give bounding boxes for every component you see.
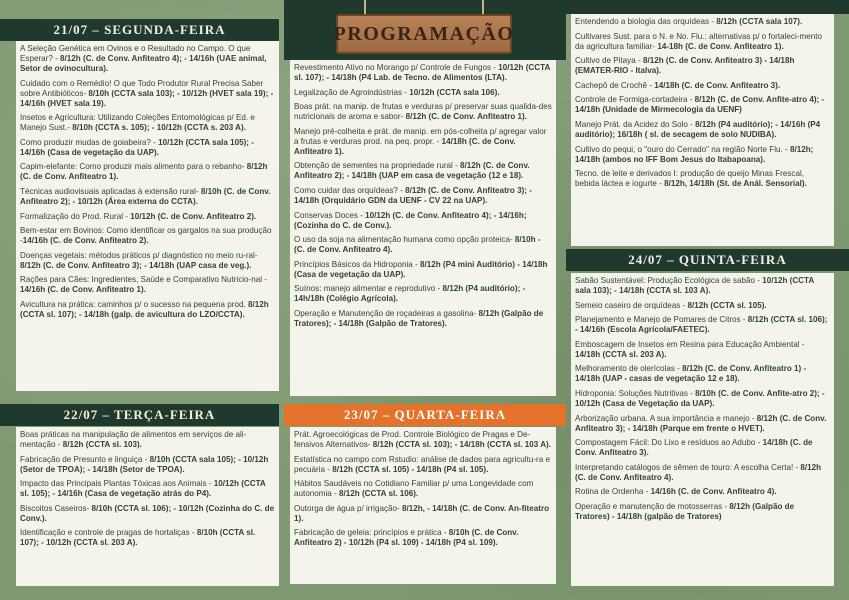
- course-schedule: 14/18h (C. de Conv. Anfiteatro 3).: [654, 80, 781, 90]
- schedule-item: [294, 161, 552, 181]
- course-schedule: 8/12h (CCTA sl. 103); - 14/18h (CCTA sl. 103 A).: [372, 440, 551, 449]
- course-schedule: 14/18h (C. de Conv. Anfiteatro 1).: [294, 136, 516, 156]
- course-title: Interpretando catálogos de sêmen de touro: A escolha Certa! -: [575, 462, 801, 472]
- course-schedule: 8/12h (C. de Conv. Anfiteatro 3); - 14/18h (Orquidário GDN da UENF - CV 22 na UAP).: [294, 185, 532, 205]
- course-schedule: 8/12h (C. de Conv. Anfite-atro 4); - 14/18h (Unidade de Mirmecologia da UENF): [575, 95, 825, 115]
- course-schedule: 8/12h (CCTA sala 107).: [716, 17, 803, 26]
- schedule-item: [294, 430, 552, 450]
- course-schedule: 8/10h (CCTA s. 105); - 10/12h (CCTA s. 203 A).: [72, 123, 246, 133]
- schedule-item: [575, 169, 830, 189]
- course-schedule: 8/12h (CCTA sl. 103).: [62, 440, 142, 449]
- schedule-item: [294, 63, 552, 83]
- schedule-item: [575, 276, 830, 296]
- schedule-item: [294, 504, 552, 524]
- course-schedule: 8/12h (C. de Conv. Anfiteatro 1) - 14/18h (UAP - casas de vegetação 12 e 18).: [575, 364, 807, 384]
- course-schedule: 8/12h (CCTA sl. 106); - 14/16h (Escola Agrícola/FAETEC).: [575, 315, 828, 335]
- course-title: Biscoitos Caseiros-: [20, 503, 92, 513]
- course-schedule: 8/12h (C. de Conv. Anfiteatro 1).: [20, 162, 268, 182]
- schedule-item: [20, 430, 275, 450]
- schedule-item: [20, 275, 275, 295]
- course-schedule: 8/12h (C. de Conv. Anfiteatro 2); - 14/18h (UAP em casa de vegetação (12 e 18).: [294, 161, 530, 181]
- course-schedule: 10/12h (C. de Conv. Anfiteatro 4); - 14/16h; (Cozinha do C. de Conv.).: [294, 210, 527, 230]
- schedule-item: [20, 455, 275, 475]
- course-schedule: 10/12h (CCTA sala 105); - 14/16h (Casa de vegetação da UAP).: [20, 137, 254, 157]
- course-schedule: 8/12h (C. de Conv. Anfiteatro 4); - 14/16h (UAE animal, Setor de ovinocultura).: [20, 54, 267, 73]
- course-schedule: 8/10h (C. de Conv. Anfite-atro 2); - 10/12h (Casa de Vegetação da UAP).: [575, 388, 825, 408]
- course-title: Avicultura na prática: caminhos p/ o sucesso na pequena prod.: [20, 299, 248, 309]
- course-schedule: 8/12h, 14/18h (St. de Anál. Sensorial).: [664, 179, 807, 189]
- schedule-item: [294, 260, 552, 280]
- course-schedule: 8/10h (CCTA sala 103); - 10/12h (HVET sala 19); - 14/16h (HVET sala 19).: [20, 88, 274, 108]
- course-title: Cultivo do pequi, o "ouro do Cerrado" na região Norte Flu. -: [575, 144, 790, 154]
- schedule-item: [20, 251, 275, 271]
- course-title: Emboscagem de Insetos em Resina para Educação Ambiental -: [575, 339, 805, 349]
- course-title: Controle de Formiga-cortadeira -: [575, 95, 695, 105]
- course-title: Fabricação de Presunto e linguiça -: [20, 454, 150, 464]
- course-schedule: 8/12h (Galpão de Tratores) - 14/18h (galpão de Tratores): [575, 501, 795, 521]
- schedule-item: [20, 528, 275, 548]
- course-schedule: 8/12h (C. de Conv. Anfiteatro 3) - 14/18h (EMATER-RIO - Italva).: [575, 56, 795, 76]
- course-schedule: 8/12h, - 14/18h (C. de Conv. An-fiteatro 1).: [294, 503, 550, 523]
- course-schedule: 8/12h (P4 auditório); - 14h/18h (Colégio Agrícola).: [294, 284, 526, 304]
- course-schedule: 8/12h (CCTA sl. 105).: [687, 300, 767, 310]
- schedule-item: [20, 138, 275, 158]
- schedule-item: [575, 145, 830, 165]
- schedule-item: [20, 162, 275, 182]
- course-schedule: 8/10h (C. de Conv. Anfiteatro 2); - 10/12h (Área externa do CCTA).: [20, 186, 271, 206]
- column-terca: [16, 427, 279, 586]
- course-title: Como produzir mudas de goiabeira? -: [20, 137, 159, 147]
- day-header-terca: 22/07 – TERÇA-FEIRA: [0, 404, 279, 426]
- course-title: Obtenção de sementes na propriedade rural -: [294, 161, 461, 171]
- course-title: Insetos e Agricultura: Utilizando Coleções Entomológicas p/ Ed. e Manejo Sust.-: [20, 113, 255, 133]
- course-title: Formalização do Prod. Rural -: [20, 211, 131, 221]
- course-title: Técnicas audiovisuais aplicadas à extensão rural-: [20, 186, 201, 196]
- column-quarta: [290, 427, 556, 584]
- course-title: Boas práticas na manipulação de alimentos em serviços de ali-mentação -: [20, 430, 247, 449]
- course-schedule: 10/12h (CCTA sala 106).: [409, 87, 500, 97]
- course-schedule: 8/12h (Galpão de Tratores); - 14/18h (Galpão de Tratores).: [294, 308, 544, 328]
- schedule-item: [575, 56, 830, 76]
- schedule-item: [294, 528, 552, 548]
- schedule-item: [294, 235, 552, 255]
- schedule-item: [20, 79, 275, 109]
- schedule-item: [294, 186, 552, 206]
- course-title: Outorga de água p/ irrigação-: [294, 503, 402, 513]
- course-title: Manejo Prát. da Acidez do Solo -: [575, 119, 696, 129]
- day-header-quarta: 23/07 – QUARTA-FEIRA: [284, 404, 566, 426]
- course-title: Revestimento Ativo no Morango p/ Controle de Fungos -: [294, 63, 499, 72]
- course-title: Cultivo de Pitaya -: [575, 56, 643, 66]
- course-title: Hidroponia: Soluções Nutritivas -: [575, 388, 696, 398]
- column-quinta: [571, 273, 834, 586]
- schedule-item: [294, 102, 552, 122]
- schedule-item: [575, 95, 830, 115]
- schedule-item: [575, 438, 830, 458]
- schedule-item: [575, 315, 830, 335]
- schedule-item: [575, 340, 830, 360]
- course-schedule: 14/18h (CCTA sl. 203 A).: [575, 349, 667, 359]
- course-schedule: 14/18h (C. de Conv. Anfiteatro 3).: [575, 438, 813, 458]
- course-title: Rotina de Ordenha -: [575, 487, 651, 497]
- schedule-item: [294, 455, 552, 475]
- column-quarta-continued: [571, 14, 834, 246]
- schedule-item: [575, 32, 830, 52]
- course-title: Cuidado com o Remédio! O que Todo Produtor Rural Precisa Saber sobre Antibióticos-: [20, 78, 264, 98]
- schedule-item: [294, 479, 552, 499]
- course-schedule: 8/10h (C. de Conv. Anfiteatro 2) - 10/12h (P4 sl. 109) - 14/18h (P4 sl. 109).: [294, 528, 519, 548]
- course-schedule: 14/16h (C. de Conv. Anfiteatro 2).: [22, 236, 149, 246]
- schedule-item: [575, 463, 830, 483]
- course-title: Manejo pré-colheita e prát. de manip. em pós-colheita p/ agregar valor a frutas e verduras prod. na peq. propr. -: [294, 126, 547, 146]
- course-title: Prát. Agroecológicas de Prod. Controle Biológico de Pragas e De-fensivos Alternativos-: [294, 430, 531, 449]
- schedule-item: [575, 414, 830, 434]
- course-title: Operação e Manutenção de roçadeiras a gasolina-: [294, 308, 479, 318]
- column-segunda: [16, 41, 279, 391]
- schedule-item: [20, 226, 275, 246]
- course-title: Sabão Sustentável: Produção Ecológica de sabão -: [575, 276, 763, 285]
- course-schedule: 8/12h (C. de Conv. Anfiteatro 4).: [575, 462, 822, 482]
- course-title: Compostagem Fácil: Do Lixo e resíduos ao Adubo -: [575, 438, 763, 448]
- schedule-item: [294, 211, 552, 231]
- course-schedule: 8/12h; 14/18h (ambos no IFF Bom Jesus do Itabapoana).: [575, 144, 814, 164]
- course-title: Capim-elefante: Como produzir mais alimento para o rebanho-: [20, 162, 247, 172]
- course-schedule: 8/12h (P4 auditório); - 14/16h (P4 auditório); 16/18h ( sl. de secagem de solo NUDIBA).: [575, 119, 821, 139]
- course-title: Boas prát. na manip. de frutas e verduras p/ preservar suas qualida-des nutricionais de aroma e sabor-: [294, 102, 552, 122]
- schedule-item: [575, 487, 830, 497]
- course-title: Suínos: manejo alimentar e reprodutivo -: [294, 284, 443, 294]
- course-title: O uso da soja na alimentação humana como opção proteica-: [294, 235, 515, 245]
- schedule-item: [294, 309, 552, 329]
- course-schedule: 10/12h (CCTA sl. 105); - 14/16h (Casa de vegetação atrás do P4).: [20, 479, 266, 499]
- day-header-quinta: 24/07 – QUINTA-FEIRA: [566, 249, 849, 271]
- course-title: Planejamento e Manejo de Pomares de Citros -: [575, 315, 748, 325]
- schedule-item: [575, 364, 830, 384]
- course-title: Hábitos Saudáveis no Cotidiano Familiar p/ uma Longevidade com autonomia -: [294, 479, 534, 499]
- course-title: Princípios Básicos da Hidroponia -: [294, 259, 420, 269]
- course-schedule: 8/12h (C. de Conv. Anfiteatro 3); - 14/18h (UAP casa de veg.).: [20, 260, 252, 270]
- course-schedule: 8/10h (CCTA sl. 107); - 10/12h (CCTA sl. 203 A).: [20, 528, 256, 548]
- course-title: A Seleção Genética em Ovinos e o Resultado no Campo. O que Esperar? -: [20, 44, 251, 63]
- course-schedule: 8/12h (C. de Conv. Anfiteatro 3); - 14/18h (Parque em frente o HVET).: [575, 413, 827, 433]
- schedule-item: [20, 300, 275, 320]
- course-schedule: 8/12h (CCTA sl. 105) - 14/18h (P4 sl. 105).: [332, 464, 489, 474]
- schedule-item: [20, 113, 275, 133]
- course-title: Conservas Doces -: [294, 210, 366, 220]
- course-title: Rações para Cães: Ingredientes, Saúde e Comparativo Nutricio-nal -: [20, 275, 267, 285]
- course-title: Fabricação de geleia: princípios e prática -: [294, 528, 449, 538]
- course-schedule: 14/16h (C. de Conv. Anfiteatro 1).: [20, 285, 146, 295]
- schedule-item: [20, 504, 275, 524]
- course-schedule: 10/12h (CCTA sala 103); - 14/18h (CCTA sl. 103 A).: [575, 276, 814, 295]
- course-schedule: 14/16h (C. de Conv. Anfiteatro 4).: [650, 487, 777, 497]
- right-top-backdrop: [566, 0, 849, 14]
- schedule-item: [294, 284, 552, 304]
- course-title: Estatística no campo com Rstudio: análise de dados para agricultu-ra e pecuária -: [294, 454, 550, 474]
- schedule-item: [575, 17, 830, 27]
- course-schedule: 8/10h (CCTA sl. 106); - 10/12h (Cozinha do C. de Conv.).: [20, 503, 275, 523]
- schedule-item: [575, 389, 830, 409]
- column-terca-continued: [290, 60, 556, 396]
- course-schedule: 8/12h (P4 mini Auditório) - 14/18h (Casa de vegetação da UAP).: [294, 259, 548, 279]
- course-title: Melhoramento de olerícolas -: [575, 364, 683, 374]
- course-title: Cachepô de Crochê -: [575, 80, 655, 90]
- course-title: Como cuidar das orquídeas? -: [294, 185, 406, 195]
- schedule-item: [575, 301, 830, 311]
- course-schedule: 10/12h (C. de Conv. Anfiteatro 2).: [130, 211, 257, 221]
- course-title: Entendendo a biologia das orquídeas -: [575, 17, 717, 26]
- schedule-item: [20, 187, 275, 207]
- day-header-segunda: 21/07 – SEGUNDA-FEIRA: [0, 19, 279, 41]
- course-title: Tecno. de leite e derivados I: produção de queijo Minas Frescal, bebida láctea e iogurte -: [575, 169, 805, 189]
- schedule-item: [294, 127, 552, 157]
- course-schedule: 14-18h (C. de Conv. Anfiteatro 1).: [657, 41, 784, 51]
- course-title: Impacto das Principais Plantas Tóxicas aos Animais -: [20, 479, 214, 489]
- schedule-item: [575, 81, 830, 91]
- schedule-item: [575, 502, 830, 522]
- schedule-item: [294, 88, 552, 98]
- schedule-item: [575, 120, 830, 140]
- course-schedule: 8/10h (CCTA sala 105); - 10/12h (Setor de TPOA); - 14/18h (Setor de TPOA).: [20, 454, 269, 474]
- course-title: Operação e manutenção de motosserras -: [575, 501, 730, 511]
- course-schedule: 10/12h (CCTA sl. 107); - 14/18h (P4 Lab. de Tecno. de Alimentos (LTA).: [294, 63, 550, 82]
- course-title: Arborização urbana. A sua importância e manejo -: [575, 413, 757, 423]
- course-title: Legalização de Agroindústrias -: [294, 87, 410, 97]
- course-schedule: 8/10h - (C. de Conv. Anfiteatro 4).: [294, 235, 541, 255]
- course-title: Bem-estar em Bovinos: Como identificar os gargalos na sua produção -: [20, 226, 272, 246]
- course-schedule: 8/12h (C. de Conv. Anfiteatro 1).: [405, 112, 527, 122]
- course-schedule: 8/12h (CCTA sl. 106).: [339, 489, 419, 499]
- schedule-item: [20, 212, 275, 222]
- course-title: Doenças vegetais: métodos práticos p/ diagnóstico no meio ru-ral-: [20, 250, 258, 260]
- page-title: PROGRAMAÇÃO: [336, 14, 512, 54]
- course-title: Identificação e controle de pragas de hortaliças -: [20, 528, 197, 538]
- course-schedule: 8/12h (CCTA sl. 107); - 14/18h (galp. de avicultura do LZO/CCTA).: [20, 299, 269, 319]
- schedule-item: [20, 479, 275, 499]
- course-title: Cultivares Sust. para o N. e No. Flu.: alternativas p/ o fortaleci-mento da agricultura familiar-: [575, 31, 822, 51]
- course-title: Semeio caseiro de orquídeas -: [575, 300, 688, 310]
- schedule-item: [20, 44, 275, 74]
